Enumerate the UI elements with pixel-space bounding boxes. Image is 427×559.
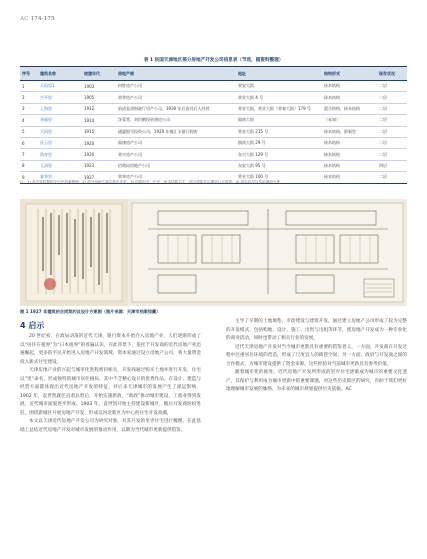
body-paragraph: 本文以天津近代房地产开发公司为研究对象，对其开发的里弄住宅进行梳理，在此基础上总结近代房地产开发对城市发展的推动作用，以期为当代城市更新提供借鉴， — [20, 419, 201, 434]
table-header-cell: 地址 — [236, 67, 322, 81]
table-cell: 华福里 — [38, 115, 82, 126]
section-heading — [20, 320, 44, 331]
table-cell: 1914 — [82, 115, 116, 126]
table-cell: 东安大街 95 号 — [236, 160, 322, 171]
table-cell: 混合结构，砖木结构 — [322, 103, 377, 114]
table-body — [20, 81, 407, 184]
table-cell: 二层 — [377, 81, 407, 92]
table-cell: 砖木结构，阶新里 — [322, 126, 377, 137]
table-cell: 1903 — [82, 81, 116, 92]
contract-document-image — [20, 199, 128, 306]
body-paragraph: 天津房地产业的兴起与城市化进程密切相关，开发商通过购买土地并进行开发，住宅以“里”命名，形成独特的城市居住格局，其中不乏精心设计的优秀作品，在设计、建造与经营方面都体现出近代房地产开发的特征，对后来天津城市的发展产生了深远影响，1902 年，袁世凯就任直隶总督后，开始实施新政，“新政”推动城市建设，工商业得到发展，近代城市面貌逐步形成。1903 年，袁世凯开始主持建设新城区，随后开发商纷纷进驻，围绕新城区开展房地产开发，形成以河北新区为中心的住宅开发高潮， — [20, 368, 201, 416]
table-cell: 庆云里 — [38, 137, 82, 148]
table-cell: 玉清里 — [38, 160, 82, 171]
table-row — [20, 149, 407, 160]
journal-mark: AC — [20, 16, 29, 22]
table-cell: 砖木结构 — [322, 149, 377, 160]
table-cell: 兴平里 — [38, 92, 82, 103]
table-cell: 5 — [20, 126, 38, 137]
table-cell: 1923 — [82, 160, 116, 171]
figure-caption: 图 1 1927 年建筑的合同契约及设计方案图（图片来源：天津市档案馆藏） — [20, 309, 161, 314]
table-cell: 砖木结构 — [322, 92, 377, 103]
table-cell: 荣业大街，荣业大街（荣春大街）179 号 — [236, 103, 322, 114]
running-header — [20, 16, 55, 22]
table-cell: 1920 — [82, 149, 116, 160]
table-row — [20, 115, 407, 126]
table-header-cell: 现存状况 — [377, 67, 407, 81]
body-paragraph: 近代天津房地产开发对当今城市更新具有重要的借鉴意义，一方面，开发商在开发过程中注重居住环境的营造，形成了尺度宜人的街巷空间；另一方面，政府与开发商之间的合作模式，为城市建设提供了资金来源，这些经验对当前城市更新具有参考价值， — [226, 344, 407, 367]
table-cell: 二层 — [377, 172, 407, 183]
table-cell: 3 — [20, 103, 38, 114]
table-cell: 荫寿里 — [38, 149, 82, 160]
table-cell: 通惠银号投资公司，1920 年被汇丰银行收购 — [116, 126, 236, 137]
table-header-cell: 竣建年代 — [82, 67, 116, 81]
table-cell: 9 — [20, 172, 38, 183]
developer-table — [20, 66, 407, 184]
table-cell: 福康房产公司 — [116, 137, 236, 148]
table-header-cell: 结构形式 — [322, 67, 377, 81]
table-cell: 上海里 — [38, 103, 82, 114]
table-cell: 荣业大街 215 号 — [236, 126, 322, 137]
table-cell: 镇南大街 — [236, 115, 322, 126]
table-cell: 荣华房产公司 — [116, 172, 236, 183]
table-cell: 春华里 — [38, 172, 82, 183]
table-cell: 砖木结构 — [322, 172, 377, 183]
table-cell: 荣业大街 100 号 — [236, 172, 322, 183]
table-cell: 招商局房地产公司 — [116, 160, 236, 171]
table-cell: 1905 — [82, 92, 116, 103]
table-row — [20, 81, 407, 92]
table-cell: 1912 — [82, 103, 116, 114]
body-paragraph: 20 世纪初，在政局动荡的近代天津，银行资本开始介入房地产业，人们逐渐形成了以“居住在租界”为“日本租界”的普遍认识，在此背景下，依托于开发商的近代房地产业迅速崛起，更多的平民开始进入房地产开发领域，资本家通过设立房地产公司，将大量资金投入新式住宅建设， — [20, 334, 201, 365]
table-header-row — [20, 67, 407, 81]
section-title: 启示 — [28, 321, 45, 330]
table-cell: 天仙里1 — [38, 81, 82, 92]
table-cell: 前清直隶财政厅房产公司，1930 年后由其后人经营 — [116, 103, 236, 114]
table-cell: 6 — [20, 137, 38, 148]
table-cell: 4 — [20, 115, 38, 126]
table-notes: 注：1) 表中资料据相关历史档案整理；2) 部分房地产商名称有变更；3) 结构形式一栏中，砖木结构为主，部分建筑在后期进行过改建；4) 现存状况以实地调研为准。 — [20, 180, 284, 184]
table-header-cell: 建筑名称 — [38, 67, 82, 81]
table-cell: 四层 — [377, 160, 407, 171]
body-paragraph: 主导了早期的土地填垫、市政建设与建筑开发，通过建立房地产公司形成了较为完整的开发模式，包括购地、设计、施工、出售与出租等环节，使房地产开发成为一种专业化的商业活动，同时也带动了相关行业的发展， — [226, 319, 407, 342]
table-cell: 二层 — [377, 103, 407, 114]
table-cell: 沈蓉堂、刘伯鹤投资建房公司 — [116, 115, 236, 126]
table-row — [20, 103, 407, 114]
table-cell: 8 — [20, 160, 38, 171]
table-cell: 7 — [20, 149, 38, 160]
right-column-text — [226, 318, 407, 395]
table-header-cell: 房地产商 — [116, 67, 236, 81]
table-cell: 1927 — [82, 172, 116, 183]
table-cell: 荣安大街 — [236, 81, 322, 92]
table-row — [20, 160, 407, 171]
table-row — [20, 92, 407, 103]
table-cell: 砖木结构 — [322, 160, 377, 171]
table-cell: 二层 — [377, 149, 407, 160]
table-cell: 荣兴房产公司 — [116, 149, 236, 160]
figure-1 — [20, 199, 407, 306]
table-cell: 二层 — [377, 137, 407, 148]
table-cell: 1920 — [82, 137, 116, 148]
table-cell: 1 — [20, 81, 38, 92]
table-header-cell: 序号 — [20, 67, 38, 81]
table-cell: 二层 — [377, 92, 407, 103]
table-caption: 表 1 民国天津地区部分房地产开发公司信息表（节选，据资料整理） — [143, 58, 284, 63]
page-range: 174-175 — [30, 16, 55, 22]
table-cell: 2 — [20, 92, 38, 103]
site-plan-drawing-image — [128, 199, 407, 306]
table-cell: 大同里 — [38, 126, 82, 137]
body-paragraph: 随着城市化的推进，近代房地产开发所形成的里弄住宅逐渐成为城市的重要文化遗产，其保护与利用成为城市更新中的重要课题，对这些历史街区的研究，有助于我们更好地理解城市发展的脉络，为未来的城市规划提供历史依据。AC — [226, 370, 407, 393]
left-column-text — [20, 333, 201, 436]
table-row — [20, 126, 407, 137]
table-cell: 二层 — [377, 126, 407, 137]
table-cell: 荣业大街 4 号 — [236, 92, 322, 103]
table-cell: 何姓房产公司 — [116, 81, 236, 92]
table-cell: 镇南大街 29 号 — [236, 137, 322, 148]
table-cell: （未知） — [322, 115, 377, 126]
table-cell: 东兴大街 129 号 — [236, 149, 322, 160]
table-cell: 二层 — [377, 115, 407, 126]
table-cell: 荣华房产公司 — [116, 92, 236, 103]
table-cell: 砖木结构 — [322, 137, 377, 148]
table-cell: 1915 — [82, 126, 116, 137]
table-row — [20, 137, 407, 148]
table-cell: 砖木结构 — [322, 81, 377, 92]
section-number: 4 — [20, 321, 26, 330]
